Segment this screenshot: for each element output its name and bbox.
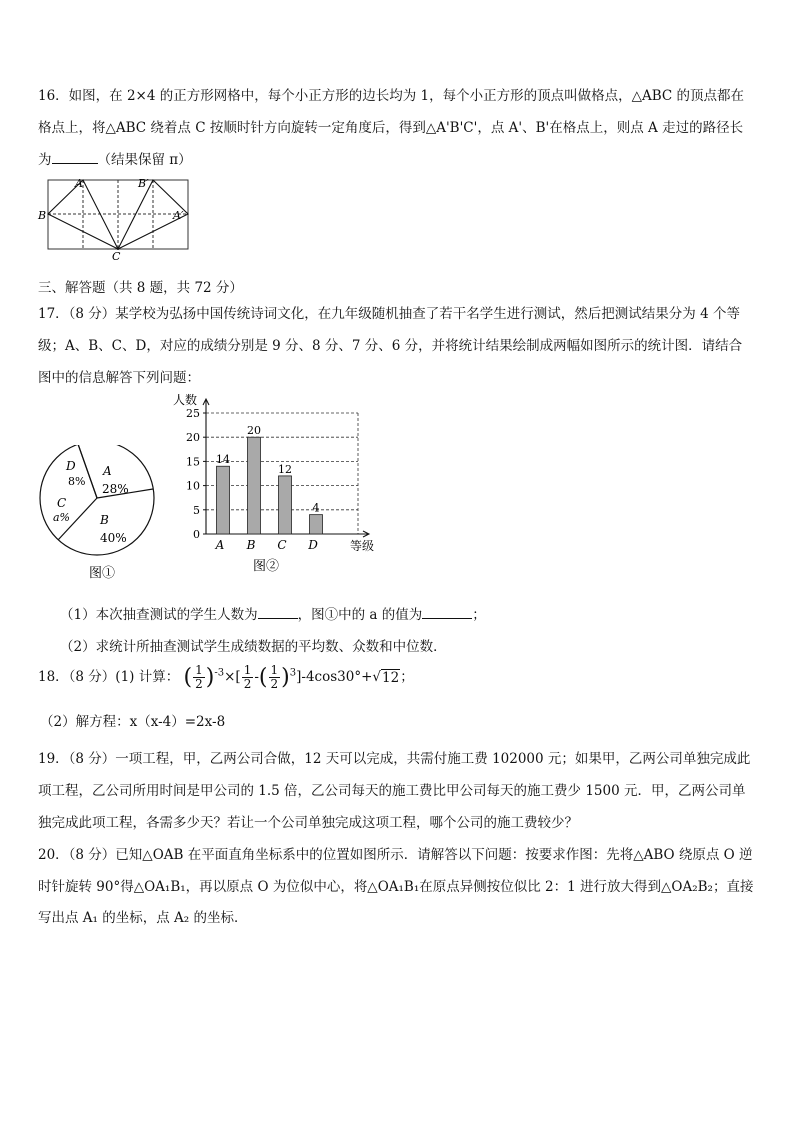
y-tick-label: 20 xyxy=(186,431,200,445)
q18-tail-a: ]-4cos30°+ xyxy=(296,669,373,685)
y-tick-label: 0 xyxy=(193,528,200,541)
section-heading: 三、解答题（共 8 题，共 72 分） xyxy=(38,280,243,296)
pie-label-D: D xyxy=(66,459,76,473)
label-B: B xyxy=(38,209,47,222)
label-C: C xyxy=(112,250,121,260)
pie-pct-A: 28% xyxy=(102,482,129,496)
bar-value-label: 14 xyxy=(216,453,230,467)
exponent-1: -3 xyxy=(214,667,225,679)
q19-line-3: 独完成此项工程，各需多少天？若让一个公司单独完成这项工程，哪个公司的施工费较少？ xyxy=(38,815,578,831)
q17-sub-1-b: ，图①中的 a 的值为 xyxy=(297,607,423,623)
pie-label-C: C xyxy=(57,496,67,510)
fraction-one-half-2: $\frac{1}{2}$ xyxy=(243,663,252,691)
x-tick-label: C xyxy=(277,538,287,552)
q20-line-2: 时针旋转 90°得△OA₁B₁，再以原点 O 为位似中心，将△OA₁B₁在原点异侧按位似比 2：1 进行放大得到△OA₂B₂；直接 xyxy=(38,879,754,895)
q19-line-1: 19．（8 分）一项工程，甲，乙两公司合做，12 天可以完成，共需付施工费 102000 元；如果甲，乙两公司单独完成此 xyxy=(38,751,751,767)
answer-blank xyxy=(52,150,98,164)
bar xyxy=(310,515,323,534)
bar xyxy=(217,466,230,534)
y-tick-label: 5 xyxy=(193,503,200,517)
x-tick-label: B xyxy=(246,538,256,552)
bar-value-label: 12 xyxy=(278,462,292,476)
pie-caption: 图① xyxy=(89,566,116,581)
q18-head: 18．（8 分）(1) 计算： xyxy=(38,669,180,685)
x-tick-label: A xyxy=(215,538,225,552)
bar-chart-caption: 图② xyxy=(253,559,280,574)
pie-label-A: A xyxy=(103,464,112,478)
q17-sub-1-a: （1）本次抽查测试的学生人数为 xyxy=(60,607,258,623)
bar-chart xyxy=(168,390,388,575)
q18-mid: ×[ xyxy=(224,669,241,685)
bar-value-label: 4 xyxy=(312,501,320,515)
answer-blank xyxy=(422,605,472,619)
q16-line-3-suffix: （结果保留 π） xyxy=(97,152,192,168)
exponent-2: 3 xyxy=(289,667,297,679)
pie-pct-C: a% xyxy=(53,511,71,524)
answer-blank xyxy=(258,605,298,619)
q17-sub-1 xyxy=(60,603,486,623)
q20-line-3: 写出点 A₁ 的坐标，点 A₂ 的坐标． xyxy=(38,910,248,926)
pie-chart xyxy=(34,445,164,585)
y-tick-label: 25 xyxy=(186,407,200,420)
q17-line-3: 图中的信息解答下列问题： xyxy=(38,370,200,386)
pie-pct-D: 8% xyxy=(68,475,86,488)
q16-line-1: 16．如图，在 2×4 的正方形网格中，每个小正方形的边长均为 1，每个小正方形的顶点叫做格点，△ABC 的顶点都在 xyxy=(38,88,745,104)
sqrt-12: √ 12 xyxy=(372,669,400,686)
q20-line-1: 20．（8 分）已知△OAB 在平面直角坐标系中的位置如图所示．请解答以下问题：按要求作图：先将△ABO 绕原点 O 逆 xyxy=(38,847,753,863)
pie-label-B: B xyxy=(100,513,109,527)
x-tick-label: D xyxy=(308,538,318,552)
pie-pct-B: 40% xyxy=(100,531,127,545)
q18-line-1: 18．（8 分）(1) 计算： ( $\frac{1}{2}$ )$^{-3}$×[ $\frac{1}{2}$ -( $\frac{1}{2}$ )$^3$]-4cos30°+ √ 12 ； xyxy=(38,663,414,691)
y-axis-label: 人数 xyxy=(173,393,198,407)
y-tick-label: 10 xyxy=(186,479,200,493)
q16-line-3-prefix: 为 xyxy=(38,152,52,168)
q19-line-2: 项工程，乙公司所用时间是甲公司的 1.5 倍，乙公司每天的施工费比甲公司每天的施工费少 1500 元．甲，乙两公司单 xyxy=(38,783,746,799)
label-B-prime: B′ xyxy=(138,177,149,190)
y-tick-label: 15 xyxy=(186,455,200,469)
q16-line-3 xyxy=(38,148,192,168)
bar xyxy=(279,476,292,534)
bar-value-label: 20 xyxy=(247,424,261,438)
q16-rotation-figure xyxy=(34,172,194,260)
q17-sub-1-c: ； xyxy=(472,607,486,623)
x-axis-label: 等级 xyxy=(350,539,375,553)
q17-line-1: 17．（8 分）某学校为弘扬中国传统诗词文化，在九年级随机抽查了若干名学生进行测试，然后把测试结果分为 4 个等 xyxy=(38,306,740,322)
fraction-one-half-3: $\frac{1}{2}$ xyxy=(270,663,279,691)
q18-sub-2: （2）解方程：x（x-4）=2x-8 xyxy=(40,714,226,730)
fraction-one-half: $\frac{1}{2}$ xyxy=(195,663,203,691)
q17-line-2: 级；A、B、C、D，对应的成绩分别是 9 分、8 分、7 分、6 分，并将统计结果绘制成两幅如图所示的统计图．请结合 xyxy=(38,338,743,354)
q16-line-2: 格点上，将△ABC 绕着点 C 按顺时针方向旋转一定角度后，得到△A'B'C'，点 A'、B'在格点上，则点 A 走过的路径长 xyxy=(38,120,744,136)
bar xyxy=(248,437,261,534)
q18-tail-b: ； xyxy=(400,669,414,685)
label-A: A xyxy=(75,177,83,190)
q17-sub-2: （2）求统计所抽查测试学生成绩数据的平均数、众数和中位数． xyxy=(60,639,447,655)
label-A-prime: A′ xyxy=(173,209,184,222)
